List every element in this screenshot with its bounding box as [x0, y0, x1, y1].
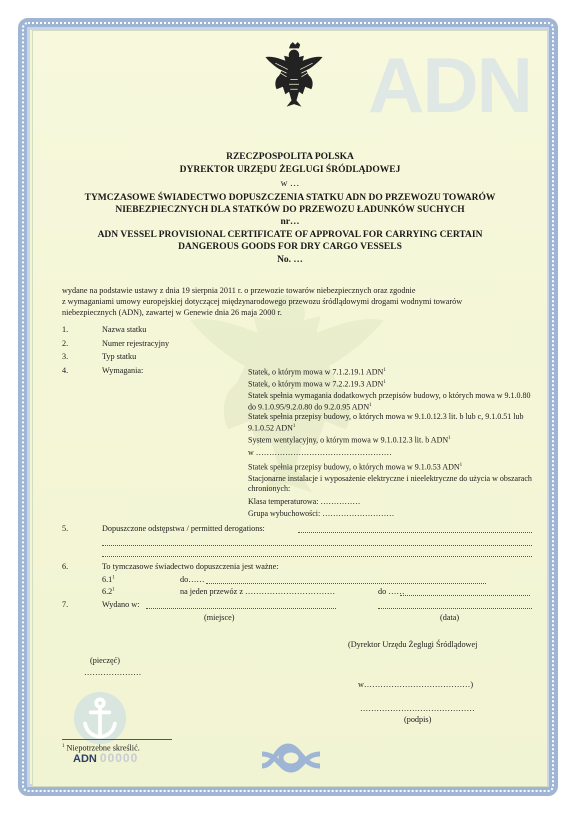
requirement-4: Statek spełnia przepisy budowy, o których mowa w 9.1.0.12.3 lit. b lub c, 9.1.0.51 lub 9.1.0.52 ADN$^1$: [248, 412, 524, 433]
title-pl-line2: NIEBEZPIECZNYCH DLA STATKÓW DO PRZEWOZU ŁADUNKÓW SUCHYCH: [115, 205, 465, 215]
requirement-2: Statek, o którym mowa w 7.2.2.19.3 ADN$^1$: [248, 379, 386, 389]
requirement-5: System wentylacyjny, o którym mowa w 9.1.0.12.3 lit. b ADN$^1$: [248, 435, 451, 445]
republic-heading: RZECZPOSPOLITA POLSKA: [226, 152, 354, 162]
item-number: 5.: [62, 524, 69, 533]
vessel-type-label: Typ statku: [102, 352, 137, 361]
requirement-8: Stacjonarne instalacje i wyposażenie elektryczne i nieelektryczne do użycia w obszarach chronionych:: [248, 474, 532, 493]
derogations-label: Dopuszczone odstępstwa / permitted derogations:: [102, 524, 265, 533]
derogations-line: [298, 532, 532, 533]
signature-dots: ……………………………………: [360, 704, 475, 713]
authority-location-line: w…………………………………): [358, 680, 474, 689]
item-number: 7.: [62, 600, 69, 609]
requirements-label: Wymagania:: [102, 366, 144, 375]
explosion-group: Grupa wybuchowości: ………………………: [248, 509, 395, 518]
date-caption: (data): [440, 613, 460, 622]
registration-number-label: Numer rejestracyjny: [102, 339, 170, 348]
serial-number: ADN 00000: [73, 751, 139, 765]
item-number: 4.: [62, 366, 69, 375]
number-en: No. …: [277, 255, 303, 265]
temperature-class: Klasa temperaturowa: ……………: [248, 497, 361, 506]
stamp-caption: (pieczęć): [90, 656, 120, 665]
anchor-icon: [72, 690, 128, 746]
validity-option-2: $6.2^1$: [102, 587, 115, 596]
requirement-6: w ……………………………………………: [248, 448, 392, 457]
adn-watermark: ADN: [368, 41, 531, 129]
validity-label: To tymczasowe świadectwo dopuszczenia jest ważne:: [102, 562, 279, 571]
validity-date-line: [206, 583, 486, 584]
vessel-name-label: Nazwa statku: [102, 325, 147, 334]
validity-option-1: $6.1^1$: [102, 575, 115, 584]
title-pl-line1: TYMCZASOWE ŚWIADECTWO DOPUSZCZENIA STATKU ADN DO PRZEWOZU TOWARÓW: [84, 193, 496, 203]
intro-line2: z wymaganiami umowy europejskiej dotyczącej międzynarodowego przewozu śródlądowymi drogami wodnymi towarów: [62, 297, 463, 306]
polish-eagle-emblem-icon: [263, 42, 325, 108]
footnote-separator: [62, 739, 172, 740]
requirement-7: Statek spełnia przepisy budowy, o których mowa w 9.1.0.53 ADN$^1$: [248, 462, 463, 472]
title-en-line1: ADN VESSEL PROVISIONAL CERTIFICATE OF APPROVAL FOR CARRYING CERTAIN: [97, 230, 483, 240]
location-placeholder: w …: [280, 179, 300, 189]
voyage-to-line: [400, 595, 530, 596]
intro-line3: niebezpiecznych (ADN), zawartej w Genewie dnia 26 maja 2000 r.: [62, 308, 282, 317]
derogations-line: [102, 545, 532, 546]
single-voyage-from: na jeden przewóz z ……………………………: [180, 587, 336, 596]
title-en-line2: DANGEROUS GOODS FOR DRY CARGO VESSELS: [178, 242, 402, 252]
director-heading: DYREKTOR URZĘDU ŻEGLUGI ŚRÓDLĄDOWEJ: [179, 165, 401, 175]
rope-knot-icon: [258, 736, 324, 776]
issued-at-label: Wydano w:: [102, 600, 140, 609]
intro-line1: wydane na podstawie ustawy z dnia 19 sierpnia 2011 r. o przewozie towarów niebezpiecznych oraz zgodnie: [62, 286, 416, 295]
requirement-1: Statek, o którym mowa w 7.1.2.19.1 ADN$^1$: [248, 367, 386, 377]
footnote: $^1$ Niepotrzebne skreślić.: [62, 743, 140, 753]
requirement-3: Statek spełnia wymagania dodatkowych przepisów budowy, o których mowa w 9.1.0.80 do 9.1.0.95/9.2.0.80 do 9.2.0.95 ADN$^1$: [248, 391, 531, 412]
number-pl: nr…: [280, 217, 300, 227]
authority-caption: (Dyrektor Urzędu Żeglugi Śródlądowej: [348, 640, 478, 649]
signature-caption: (podpis): [404, 715, 432, 724]
item-number: 3.: [62, 352, 69, 361]
place-line: [146, 608, 336, 609]
place-caption: (miejsce): [204, 613, 235, 622]
item-number: 6.: [62, 562, 69, 571]
date-line: [378, 608, 532, 609]
item-number: 1.: [62, 325, 69, 334]
validity-option-1-date: do……: [180, 575, 205, 584]
stamp-dots: …………………: [84, 668, 142, 677]
item-number: 2.: [62, 339, 69, 348]
single-voyage-to: do ……: [378, 587, 405, 596]
derogations-line: [102, 556, 532, 557]
